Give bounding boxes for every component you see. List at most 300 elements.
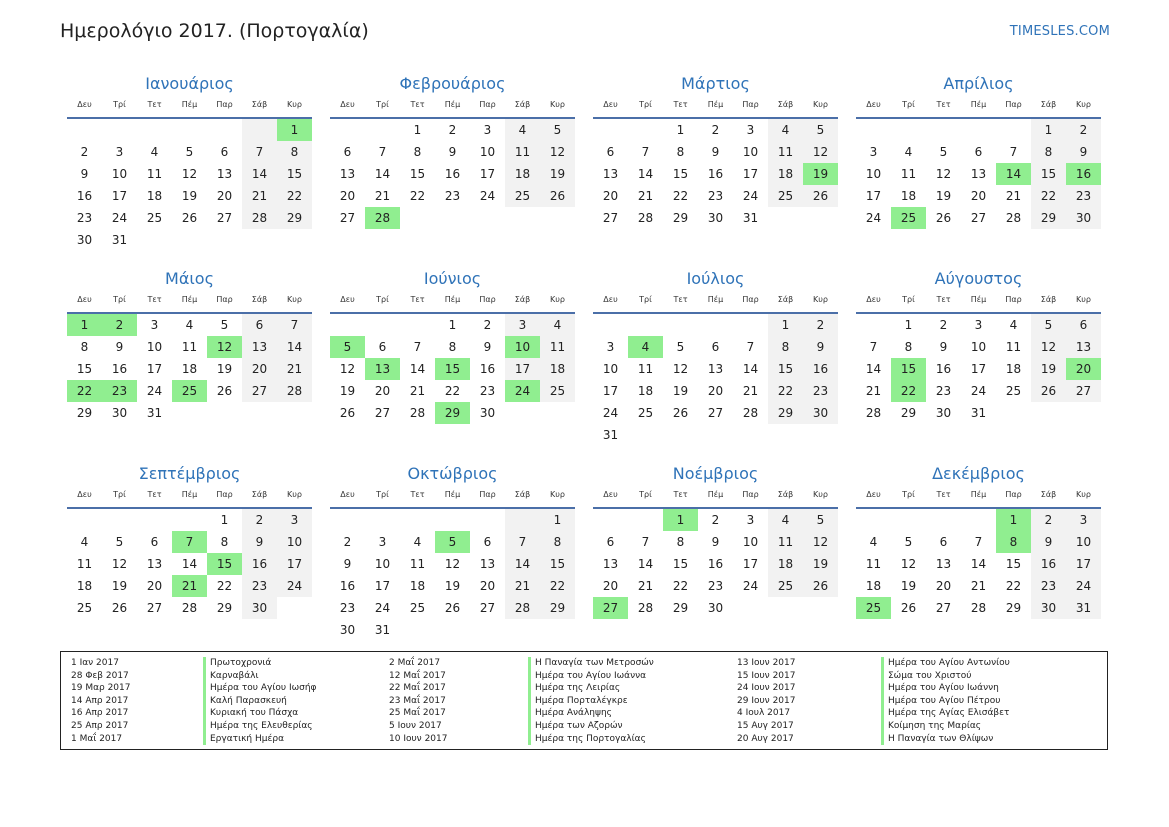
empty-cell <box>400 619 435 641</box>
weekday-label: Τετ <box>673 100 688 109</box>
day-cell: 19 <box>111 579 128 593</box>
weekday-label: Πέμ <box>970 100 987 109</box>
day-cell: 27 <box>602 211 619 225</box>
day-cell: 6 <box>606 535 615 549</box>
empty-cell <box>242 402 277 424</box>
holiday-date: 15 Ιουν 2017 <box>737 670 796 681</box>
day-cell: 11 <box>768 141 803 163</box>
day-cell: 20 <box>339 189 356 203</box>
empty-cell <box>137 119 172 141</box>
weekday-label: Παρ <box>742 100 759 109</box>
weekday-label: Πέμ <box>444 100 461 109</box>
day-cell: 3 <box>150 318 159 332</box>
day-cell: 25 <box>768 185 803 207</box>
day-cell: 29 <box>672 211 689 225</box>
day-cell: 17 <box>505 358 540 380</box>
day-cell: 2 <box>939 318 948 332</box>
day-cell: 18 <box>76 579 93 593</box>
month-calendar <box>856 462 1101 619</box>
day-cell: 1 <box>448 318 457 332</box>
day-cell: 10 <box>479 145 496 159</box>
day-cell: 23 <box>444 189 461 203</box>
day-cell: 6 <box>939 535 948 549</box>
day-cell: 30 <box>76 233 93 247</box>
day-cell: 22 <box>672 579 689 593</box>
month-calendar <box>67 72 312 251</box>
holiday-date: 20 Αυγ 2017 <box>737 733 794 744</box>
day-cell: 25 <box>409 601 426 615</box>
day-cell: 26 <box>111 601 128 615</box>
day-cell: 12 <box>207 336 242 358</box>
day-cell: 5 <box>939 145 948 159</box>
empty-cell <box>172 229 207 251</box>
weekday-header <box>67 486 312 509</box>
day-cell: 15 <box>891 358 926 380</box>
holiday-names-column <box>528 657 654 745</box>
day-grid <box>593 314 838 446</box>
day-cell: 29 <box>672 601 689 615</box>
empty-cell <box>505 207 540 229</box>
day-cell: 27 <box>216 211 233 225</box>
day-cell: 21 <box>637 579 654 593</box>
day-cell: 26 <box>803 575 838 597</box>
weekday-header <box>856 96 1101 119</box>
day-grid <box>856 119 1101 229</box>
day-cell: 21 <box>742 384 759 398</box>
holiday-name: Σώμα του Χριστού <box>881 670 1010 683</box>
weekday-label: Κυρ <box>550 295 565 304</box>
day-cell: 2 <box>80 145 89 159</box>
day-cell: 8 <box>413 145 422 159</box>
empty-cell <box>137 229 172 251</box>
day-cell: 26 <box>900 601 917 615</box>
weekday-header <box>67 96 312 119</box>
day-cell: 13 <box>479 557 496 571</box>
day-cell: 28 <box>637 211 654 225</box>
site-link[interactable]: TIMESLES.COM <box>1009 24 1110 39</box>
day-cell: 1 <box>1031 119 1066 141</box>
day-cell: 24 <box>505 380 540 402</box>
day-cell: 16 <box>339 579 356 593</box>
weekday-label: Δευ <box>603 490 618 499</box>
empty-cell <box>470 509 505 531</box>
day-cell: 30 <box>1066 207 1101 229</box>
day-cell: 14 <box>637 557 654 571</box>
day-cell: 16 <box>444 167 461 181</box>
weekday-label: Τρί <box>376 490 389 499</box>
empty-cell <box>593 509 628 531</box>
weekday-label: Σάβ <box>777 490 794 499</box>
weekday-label: Σάβ <box>1040 100 1057 109</box>
day-cell: 2 <box>803 314 838 336</box>
weekday-label: Σάβ <box>777 100 794 109</box>
empty-cell <box>137 509 172 531</box>
day-cell: 24 <box>374 601 391 615</box>
day-cell: 2 <box>343 535 352 549</box>
day-cell: 4 <box>628 336 663 358</box>
day-cell: 5 <box>220 318 229 332</box>
day-cell: 16 <box>242 553 277 575</box>
weekday-label: Κυρ <box>287 490 302 499</box>
day-cell: 15 <box>1031 163 1066 185</box>
day-cell: 18 <box>409 579 426 593</box>
empty-cell <box>365 509 400 531</box>
day-cell: 13 <box>216 167 233 181</box>
day-cell: 17 <box>374 579 391 593</box>
weekday-label: Τετ <box>410 490 425 499</box>
empty-cell <box>470 619 505 641</box>
day-cell: 3 <box>378 535 387 549</box>
holiday-name: Η Παναγία των Θλίψων <box>881 733 1010 746</box>
month-calendar <box>593 72 838 229</box>
day-cell: 26 <box>540 185 575 207</box>
day-grid <box>67 119 312 251</box>
empty-cell <box>365 119 400 141</box>
empty-cell <box>961 119 996 141</box>
weekday-label: Παρ <box>216 295 233 304</box>
weekday-header <box>856 486 1101 509</box>
weekday-label: Παρ <box>216 100 233 109</box>
holiday-name: Ημέρα της Πορτογαλίας <box>528 733 654 746</box>
weekday-label: Τρί <box>376 100 389 109</box>
day-cell: 1 <box>540 509 575 531</box>
day-cell: 25 <box>505 185 540 207</box>
day-cell: 15 <box>672 557 689 571</box>
day-cell: 4 <box>1009 318 1018 332</box>
empty-cell <box>505 619 540 641</box>
empty-cell <box>628 509 663 531</box>
day-cell: 9 <box>711 145 720 159</box>
day-cell: 10 <box>602 362 619 376</box>
weekday-label: Παρ <box>216 490 233 499</box>
day-cell: 29 <box>76 406 93 420</box>
day-cell: 10 <box>277 531 312 553</box>
weekday-label: Σάβ <box>1040 490 1057 499</box>
day-cell: 14 <box>277 336 312 358</box>
empty-cell <box>207 229 242 251</box>
weekday-label: Τετ <box>673 490 688 499</box>
weekday-label: Σάβ <box>251 295 268 304</box>
day-grid <box>856 314 1101 424</box>
empty-cell <box>540 402 575 424</box>
holiday-date: 22 Μαΐ 2017 <box>389 683 446 694</box>
empty-cell <box>172 119 207 141</box>
day-cell: 2 <box>448 123 457 137</box>
day-cell: 18 <box>181 362 198 376</box>
day-cell: 22 <box>409 189 426 203</box>
day-cell: 2 <box>1031 509 1066 531</box>
day-cell: 15 <box>76 362 93 376</box>
day-cell: 27 <box>242 380 277 402</box>
weekday-label: Δευ <box>340 295 355 304</box>
holiday-list <box>60 651 1108 750</box>
day-cell: 28 <box>637 601 654 615</box>
day-cell: 11 <box>637 362 654 376</box>
empty-cell <box>172 509 207 531</box>
day-cell: 6 <box>343 145 352 159</box>
day-cell: 31 <box>602 428 619 442</box>
day-cell: 22 <box>768 380 803 402</box>
weekday-label: Πέμ <box>444 490 461 499</box>
day-cell: 20 <box>216 189 233 203</box>
day-cell: 7 <box>869 340 878 354</box>
day-cell: 14 <box>505 553 540 575</box>
day-cell: 4 <box>80 535 89 549</box>
weekday-label: Δευ <box>866 295 881 304</box>
day-cell: 31 <box>970 406 987 420</box>
day-cell: 11 <box>540 336 575 358</box>
weekday-label: Κυρ <box>1076 490 1091 499</box>
weekday-label: Πέμ <box>707 295 724 304</box>
day-cell: 29 <box>435 402 470 424</box>
day-cell: 31 <box>111 233 128 247</box>
day-cell: 29 <box>1031 207 1066 229</box>
weekday-label: Πέμ <box>181 490 198 499</box>
weekday-header <box>593 96 838 119</box>
day-cell: 28 <box>742 406 759 420</box>
day-cell: 29 <box>540 597 575 619</box>
empty-cell <box>961 509 996 531</box>
day-cell: 14 <box>742 362 759 376</box>
day-cell: 18 <box>1005 362 1022 376</box>
day-cell: 28 <box>181 601 198 615</box>
day-cell: 27 <box>146 601 163 615</box>
day-cell: 7 <box>413 340 422 354</box>
day-grid <box>67 509 312 619</box>
empty-cell <box>996 402 1031 424</box>
weekday-label: Παρ <box>479 295 496 304</box>
holiday-date: 2 Μαΐ 2017 <box>389 658 441 668</box>
empty-cell <box>768 597 803 619</box>
day-cell: 5 <box>185 145 194 159</box>
holiday-name: Ημέρα Πορταλέγκρε <box>528 695 654 708</box>
day-cell: 25 <box>768 575 803 597</box>
day-cell: 3 <box>746 123 755 137</box>
day-cell: 4 <box>185 318 194 332</box>
holiday-date: 28 Φεβ 2017 <box>71 670 129 681</box>
holiday-name: Κυριακή του Πάσχα <box>203 707 317 720</box>
weekday-label: Τρί <box>902 295 915 304</box>
month-calendar <box>67 267 312 424</box>
day-cell: 11 <box>181 340 198 354</box>
day-cell: 21 <box>242 185 277 207</box>
day-cell: 1 <box>67 314 102 336</box>
day-cell: 21 <box>374 189 391 203</box>
day-cell: 30 <box>1031 597 1066 619</box>
weekday-label: Σάβ <box>777 295 794 304</box>
month-title: Νοέμβριος <box>672 464 759 483</box>
day-cell: 3 <box>115 145 124 159</box>
empty-cell <box>926 119 961 141</box>
day-cell: 15 <box>540 553 575 575</box>
day-cell: 27 <box>593 597 628 619</box>
weekday-header <box>593 486 838 509</box>
weekday-label: Παρ <box>479 100 496 109</box>
holiday-name: Ημέρα της Λειρίας <box>528 682 654 695</box>
day-cell: 20 <box>1066 358 1101 380</box>
day-cell: 15 <box>768 358 803 380</box>
day-cell: 9 <box>343 557 352 571</box>
day-cell: 19 <box>1031 358 1066 380</box>
day-cell: 20 <box>146 579 163 593</box>
day-cell: 8 <box>220 535 229 549</box>
weekday-label: Πέμ <box>707 100 724 109</box>
day-cell: 13 <box>935 557 952 571</box>
empty-cell <box>768 207 803 229</box>
day-cell: 19 <box>900 579 917 593</box>
day-cell: 19 <box>803 553 838 575</box>
day-cell: 3 <box>746 513 755 527</box>
day-cell: 16 <box>111 362 128 376</box>
day-cell: 18 <box>540 358 575 380</box>
day-cell: 2 <box>483 318 492 332</box>
day-cell: 31 <box>1066 597 1101 619</box>
day-cell: 10 <box>865 167 882 181</box>
weekday-label: Δευ <box>603 295 618 304</box>
weekday-label: Κυρ <box>550 100 565 109</box>
day-cell: 13 <box>339 167 356 181</box>
empty-cell <box>926 509 961 531</box>
day-cell: 17 <box>970 362 987 376</box>
day-cell: 18 <box>146 189 163 203</box>
weekday-label: Τρί <box>113 490 126 499</box>
day-cell: 6 <box>606 145 615 159</box>
weekday-label: Παρ <box>742 295 759 304</box>
day-cell: 5 <box>1031 314 1066 336</box>
day-cell: 15 <box>277 163 312 185</box>
day-cell: 29 <box>768 402 803 424</box>
day-cell: 3 <box>869 145 878 159</box>
day-cell: 6 <box>220 145 229 159</box>
day-cell: 28 <box>242 207 277 229</box>
weekday-label: Δευ <box>77 490 92 499</box>
day-cell: 20 <box>602 579 619 593</box>
day-cell: 25 <box>172 380 207 402</box>
day-cell: 28 <box>865 406 882 420</box>
day-cell: 11 <box>900 167 917 181</box>
day-cell: 5 <box>435 531 470 553</box>
empty-cell <box>663 314 698 336</box>
day-cell: 22 <box>540 575 575 597</box>
day-cell: 14 <box>970 557 987 571</box>
day-cell: 6 <box>1066 314 1101 336</box>
weekday-label: Κυρ <box>813 490 828 499</box>
day-cell: 10 <box>970 340 987 354</box>
weekday-label: Πέμ <box>444 295 461 304</box>
day-cell: 9 <box>711 535 720 549</box>
day-cell: 4 <box>768 119 803 141</box>
day-cell: 19 <box>181 189 198 203</box>
day-cell: 12 <box>803 531 838 553</box>
day-cell: 14 <box>996 163 1031 185</box>
day-cell: 10 <box>742 145 759 159</box>
day-cell: 8 <box>540 531 575 553</box>
day-grid <box>593 509 838 619</box>
day-cell: 9 <box>242 531 277 553</box>
day-cell: 8 <box>996 531 1031 553</box>
day-cell: 28 <box>277 380 312 402</box>
day-cell: 27 <box>479 601 496 615</box>
day-cell: 6 <box>483 535 492 549</box>
day-grid <box>593 119 838 229</box>
empty-cell <box>102 509 137 531</box>
empty-cell <box>733 424 768 446</box>
day-cell: 17 <box>742 167 759 181</box>
day-cell: 23 <box>1066 185 1101 207</box>
day-cell: 11 <box>76 557 93 571</box>
day-cell: 24 <box>277 575 312 597</box>
day-cell: 3 <box>277 509 312 531</box>
day-cell: 8 <box>768 336 803 358</box>
empty-cell <box>803 424 838 446</box>
day-cell: 12 <box>339 362 356 376</box>
weekday-label: Τρί <box>113 100 126 109</box>
day-cell: 2 <box>102 314 137 336</box>
day-cell: 21 <box>505 575 540 597</box>
day-cell: 14 <box>409 362 426 376</box>
day-cell: 30 <box>707 601 724 615</box>
month-calendar <box>856 267 1101 424</box>
day-cell: 15 <box>1005 557 1022 571</box>
empty-cell <box>803 597 838 619</box>
day-cell: 12 <box>181 167 198 181</box>
day-cell: 13 <box>242 336 277 358</box>
day-cell: 30 <box>803 402 838 424</box>
weekday-label: Δευ <box>340 100 355 109</box>
day-cell: 4 <box>505 119 540 141</box>
day-cell: 17 <box>146 362 163 376</box>
day-cell: 9 <box>1066 141 1101 163</box>
weekday-label: Παρ <box>1005 295 1022 304</box>
day-cell: 7 <box>746 340 755 354</box>
weekday-label: Δευ <box>866 100 881 109</box>
day-cell: 11 <box>768 531 803 553</box>
day-cell: 14 <box>637 167 654 181</box>
day-cell: 28 <box>409 406 426 420</box>
holiday-name: Κοίμηση της Μαρίας <box>881 720 1010 733</box>
weekday-label: Σάβ <box>514 100 531 109</box>
day-cell: 29 <box>1005 601 1022 615</box>
day-cell: 23 <box>102 380 137 402</box>
day-cell: 29 <box>900 406 917 420</box>
day-cell: 24 <box>742 189 759 203</box>
holiday-date: 4 Ιουλ 2017 <box>737 708 791 719</box>
day-cell: 23 <box>479 384 496 398</box>
day-cell: 10 <box>505 336 540 358</box>
day-cell: 27 <box>970 211 987 225</box>
empty-cell <box>242 229 277 251</box>
day-cell: 11 <box>409 557 426 571</box>
day-cell: 7 <box>974 535 983 549</box>
day-cell: 14 <box>865 362 882 376</box>
day-cell: 12 <box>540 141 575 163</box>
holiday-date: 1 Ιαν 2017 <box>71 658 119 668</box>
day-cell: 12 <box>935 167 952 181</box>
day-cell: 2 <box>711 123 720 137</box>
weekday-label: Πέμ <box>970 490 987 499</box>
day-cell: 8 <box>80 340 89 354</box>
day-cell: 12 <box>672 362 689 376</box>
day-cell: 6 <box>711 340 720 354</box>
day-cell: 30 <box>935 406 952 420</box>
weekday-label: Τρί <box>639 100 652 109</box>
day-grid <box>856 509 1101 619</box>
holiday-dates-column <box>737 657 795 745</box>
day-cell: 11 <box>1005 340 1022 354</box>
weekday-label: Τρί <box>639 295 652 304</box>
holiday-name: Καρναβάλι <box>203 670 317 683</box>
month-title: Μάιος <box>165 269 214 288</box>
